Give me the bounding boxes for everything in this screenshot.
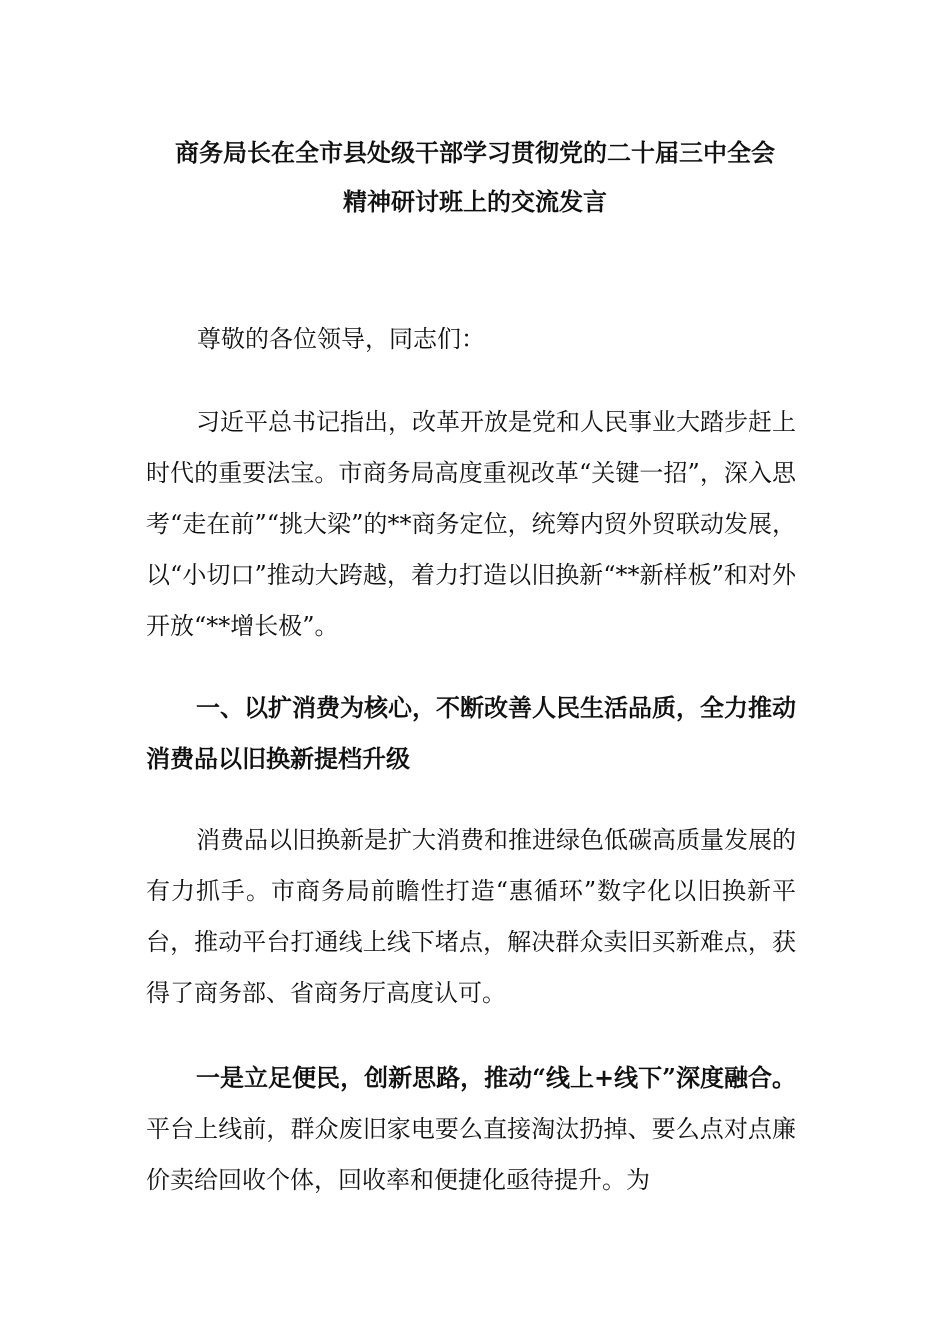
document-title-line-1: 商务局长在全市县处级干部学习贯彻党的二十届三中全会 bbox=[175, 138, 775, 167]
section-heading-1: 一、以扩消费为核心，不断改善人民生活品质，全力推动消费品以旧换新提档升级 bbox=[146, 693, 796, 773]
body-paragraph-2 bbox=[146, 1052, 796, 1206]
paragraph-text: 平台上线前，群众废旧家电要么直接淘汰扔掉、要么点对点廉价卖给回收个体，回收率和便捷化亟待提升。为 bbox=[146, 1115, 796, 1194]
document-title-line-2: 精神研讨班上的交流发言 bbox=[343, 187, 607, 216]
intro-paragraph: 习近平总书记指出，改革开放是党和人民事业大踏步赶上时代的重要法宝。市商务局高度重视改革“关键一招”，深入思考“走在前”“挑大梁”的**商务定位，统筹内贸外贸联动发展，以“小切口”推动大跨越，着力打造以旧换新“**新样板”和对外开放“**增长极”。 bbox=[146, 408, 796, 640]
paragraph-lead-sentence: 一是立足便民，创新思路，推动“线上+线下”深度融合。 bbox=[196, 1063, 796, 1092]
body-paragraph-1: 消费品以旧换新是扩大消费和推进绿色低碳高质量发展的有力抓手。市商务局前瞻性打造“惠循环”数字化以旧换新平台，推动平台打通线上线下堵点，解决群众卖旧买新难点，获得了商务部、省商务厅高度认可。 bbox=[146, 826, 796, 1007]
salutation: 尊敬的各位领导，同志们： bbox=[197, 325, 485, 353]
